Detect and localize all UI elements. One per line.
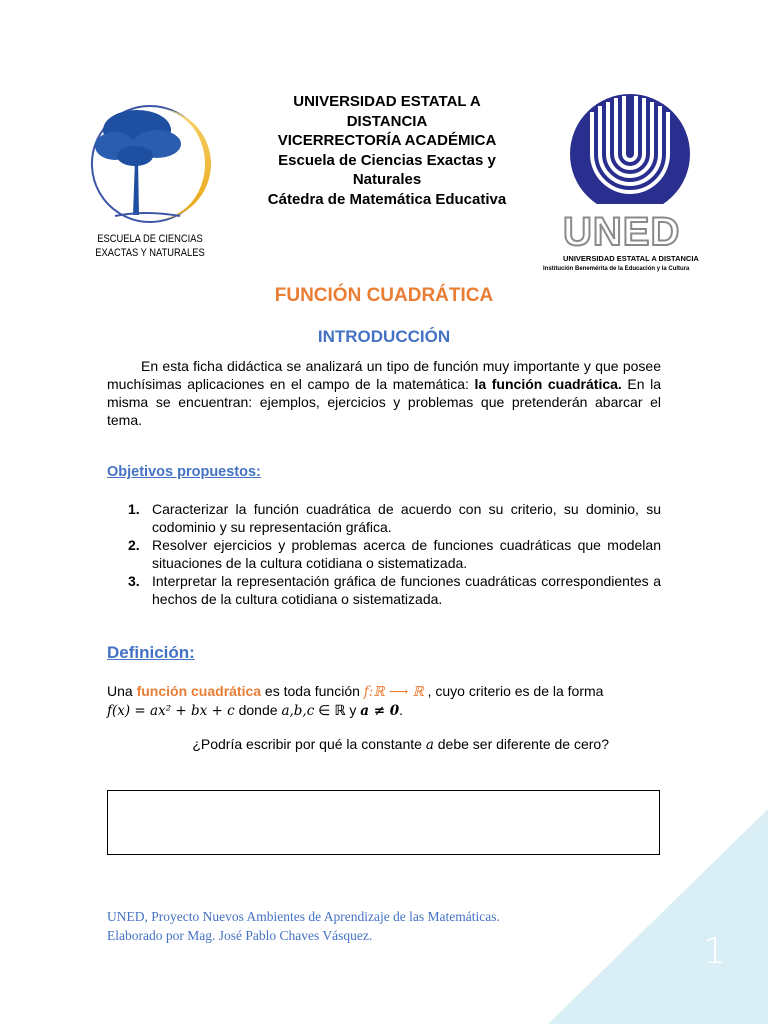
intro-heading: INTRODUCCIÓN (317, 327, 451, 346)
footer (107, 907, 500, 945)
list-text: Resolver ejercicios y problemas acerca de funciones cuadráticas que modelan situaciones de la cultura cotidiana o sistematizada. (152, 537, 661, 571)
objectives-list (107, 500, 661, 608)
list-text: Interpretar la representación gráfica de funciones cuadráticas correspondientes a hechos de la cultura cotidiana o sistematizada. (152, 573, 661, 607)
intro-highlight: la función cuadrática. (474, 376, 622, 392)
definition-text: ∈ (314, 702, 335, 718)
intro-paragraph (107, 357, 661, 429)
definition-heading: Definición: (107, 643, 195, 662)
function-mapping: f:ℝ ⟶ ℝ (363, 684, 424, 700)
coefficient-vars: a,b,c (281, 703, 315, 719)
corner-decoration (548, 809, 768, 1024)
intro-text: En esta ficha didáctica se analizará un tipo de función muy importante y que posee muchísimas aplicaciones en el campo de la matemática: (107, 358, 661, 392)
list-item (107, 536, 661, 572)
list-number: 3. (128, 573, 140, 589)
document-title: FUNCIÓN CUADRÁTICA (274, 285, 494, 306)
uned-wordmark: UNED (563, 210, 681, 254)
page-number: 1 (703, 931, 726, 972)
list-item (107, 500, 661, 536)
definition-text: donde (234, 702, 282, 718)
header-line: Cátedra de Matemática Educativa (267, 190, 507, 208)
header-line: UNIVERSIDAD ESTATAL A (293, 93, 481, 110)
list-text: Caracterizar la función cuadrática de acuerdo con su criterio, su dominio, su codominio y su representación gráfica. (152, 501, 661, 535)
footer-line: Elaborado por Mag. José Pablo Chaves Vásquez. (107, 928, 373, 943)
definition-paragraph (107, 682, 661, 720)
definition-text: . (399, 702, 404, 718)
objectives-heading: Objetivos propuestos: (107, 464, 261, 480)
question-part: debe ser diferente de cero? (433, 736, 609, 752)
list-item (107, 572, 661, 608)
uned-logo (543, 92, 705, 282)
definition-text: es toda función (261, 683, 364, 699)
uned-emblem-icon (555, 92, 705, 227)
question-var: a (425, 737, 434, 753)
definition-term: función cuadrática (136, 683, 262, 699)
uned-logo-line1: UNIVERSIDAD ESTATAL A DISTANCIA (563, 254, 699, 263)
definition-text: y (345, 702, 361, 718)
footer-line: UNED, Proyecto Nuevos Ambientes de Aprendizaje de las Matemáticas. (107, 909, 500, 924)
question-text (107, 736, 661, 753)
header-line: Naturales (352, 171, 422, 188)
definition-text: Una (107, 683, 137, 699)
intro-text-end: En la misma se encuentran: ejemplos, ejercicios y problemas que pretenderán abarcar el tema. (107, 376, 661, 428)
question-part: ¿Podría escribir por qué la constante (192, 736, 426, 752)
definition-text: , cuyo criterio es de la forma (423, 683, 604, 699)
reals-symbol: ℝ (334, 703, 346, 719)
condition: a ≠ 0 (360, 703, 400, 719)
quadratic-formula: f(x) = ax² + bx + c (107, 703, 235, 719)
escuela-logo-line2: EXACTAS Y NATURALES (95, 247, 205, 259)
list-number: 2. (128, 537, 140, 553)
escuela-logo (85, 100, 215, 270)
header-line: DISTANCIA (346, 112, 428, 130)
institution-header (250, 92, 524, 209)
escuela-logo-line1: ESCUELA DE CIENCIAS (97, 233, 203, 245)
uned-logo-line2: Institución Benemérita de la Educación y la Cultura (543, 266, 690, 272)
list-number: 1. (128, 501, 140, 517)
header-line: Escuela de Ciencias Exactas y (278, 151, 496, 169)
header-line: VICERRECTORÍA ACADÉMICA (277, 132, 497, 149)
